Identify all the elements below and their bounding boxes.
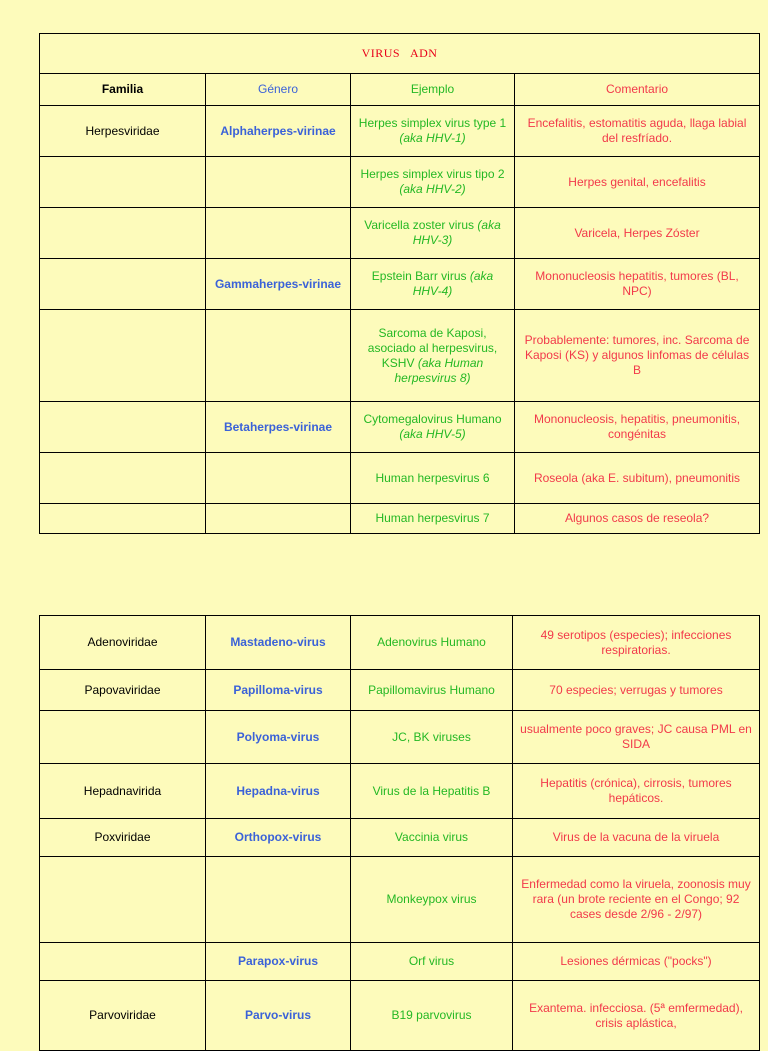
ejemplo-aka: (aka HHV-3) <box>412 218 501 247</box>
table-row <box>40 616 760 670</box>
familia-cell: Adenoviridae <box>40 616 206 670</box>
familia-cell <box>40 711 206 764</box>
header-familia: Familia <box>40 74 206 106</box>
table-row <box>40 981 760 1051</box>
table-row <box>40 310 760 402</box>
comentario-cell: Herpes genital, encefalitis <box>515 157 760 208</box>
ejemplo-aka: (aka HHV-2) <box>399 182 466 196</box>
table-row <box>40 259 760 310</box>
comentario-cell: Algunos casos de reseola? <box>515 504 760 534</box>
familia-cell: Poxviridae <box>40 819 206 857</box>
ejemplo-cell: Orf virus <box>351 943 513 981</box>
table-row <box>40 670 760 711</box>
comentario-cell: Mononucleosis hepatitis, tumores (BL, NPC) <box>515 259 760 310</box>
header-comentario: Comentario <box>515 74 760 106</box>
ejemplo-cell: Vaccinia virus <box>351 819 513 857</box>
comentario-cell: usualmente poco graves; JC causa PML en SIDA <box>513 711 760 764</box>
ejemplo-cell <box>351 106 515 157</box>
table-row <box>40 106 760 157</box>
genero-cell: Alphaherpes-virinae <box>206 106 351 157</box>
comentario-cell: Hepatitis (crónica), cirrosis, tumores hepáticos. <box>513 764 760 819</box>
ejemplo-aka: (aka HHV-5) <box>399 427 466 441</box>
comentario-cell: Roseola (aka E. subitum), pneumonitis <box>515 453 760 504</box>
table-row <box>40 857 760 943</box>
genero-cell: Parapox-virus <box>206 943 351 981</box>
familia-cell <box>40 453 206 504</box>
familia-cell: Hepadnavirida <box>40 764 206 819</box>
genero-cell <box>206 310 351 402</box>
genero-cell: Polyoma-virus <box>206 711 351 764</box>
ejemplo-text: Human herpesvirus 7 <box>375 511 490 525</box>
familia-cell <box>40 504 206 534</box>
ejemplo-text: Human herpesvirus 6 <box>375 470 490 485</box>
ejemplo-cell <box>351 208 515 259</box>
table-row <box>40 943 760 981</box>
ejemplo-cell <box>351 504 515 534</box>
comentario-cell: Encefalitis, estomatitis aguda, llaga labial del resfríado. <box>515 106 760 157</box>
ejemplo-cell: Monkeypox virus <box>351 857 513 943</box>
comentario-cell: Lesiones dérmicas ("pocks") <box>513 943 760 981</box>
ejemplo-cell: JC, BK viruses <box>351 711 513 764</box>
comentario-cell: 70 especies; verrugas y tumores <box>513 670 760 711</box>
familia-cell <box>40 402 206 453</box>
genero-cell <box>206 157 351 208</box>
familia-cell <box>40 310 206 402</box>
ejemplo-aka: (aka HHV-1) <box>399 131 466 145</box>
herpesviridae-table <box>39 33 760 534</box>
genero-cell <box>206 504 351 534</box>
ejemplo-cell <box>351 402 515 453</box>
ejemplo-text: Sarcoma de Kaposi, asociado al herpesvirus, KSHV <box>367 325 498 370</box>
comentario-cell: Enfermedad como la viruela, zoonosis muy rara (un brote reciente en el Congo; 92 cases desde 2/96 - 2/97) <box>513 857 760 943</box>
genero-cell: Gammaherpes-virinae <box>206 259 351 310</box>
ejemplo-text: Cytomegalovirus Humano <box>363 412 502 426</box>
table-row <box>40 504 760 534</box>
table-row <box>40 764 760 819</box>
genero-cell: Betaherpes-virinae <box>206 402 351 453</box>
ejemplo-aka: (aka HHV-4) <box>412 269 494 298</box>
ejemplo-cell: Papillomavirus Humano <box>351 670 513 711</box>
table-row <box>40 711 760 764</box>
header-ejemplo: Ejemplo <box>351 74 515 106</box>
ejemplo-cell <box>351 310 515 402</box>
ejemplo-text: Herpes simplex virus type 1 <box>358 116 507 130</box>
familia-cell: Herpesviridae <box>40 106 206 157</box>
ejemplo-cell: Virus de la Hepatitis B <box>351 764 513 819</box>
title-row <box>40 34 760 74</box>
familia-cell <box>40 208 206 259</box>
ejemplo-aka: (aka Human herpesvirus 8) <box>394 355 484 385</box>
table-row <box>40 453 760 504</box>
genero-cell <box>206 857 351 943</box>
table-row <box>40 819 760 857</box>
table-row <box>40 208 760 259</box>
comentario-cell: Exantema. infecciosa. (5ª emfermedad), crisis aplástica, <box>513 981 760 1051</box>
header-row <box>40 74 760 106</box>
ejemplo-cell: Adenovirus Humano <box>351 616 513 670</box>
other-dna-viruses-table <box>39 615 760 1051</box>
ejemplo-text: Varicella zoster virus <box>364 218 475 232</box>
familia-cell <box>40 943 206 981</box>
comentario-cell: Mononucleosis, hepatitis, pneumonitis, congénitas <box>515 402 760 453</box>
table-row <box>40 157 760 208</box>
familia-cell: Papovaviridae <box>40 670 206 711</box>
comentario-cell: Varicela, Herpes Zóster <box>515 208 760 259</box>
genero-cell: Orthopox-virus <box>206 819 351 857</box>
familia-cell <box>40 857 206 943</box>
header-genero: Género <box>206 74 351 106</box>
page-title: VIRUS ADN <box>40 34 760 74</box>
genero-cell: Mastadeno-virus <box>206 616 351 670</box>
genero-cell: Hepadna-virus <box>206 764 351 819</box>
genero-cell: Parvo-virus <box>206 981 351 1051</box>
genero-cell <box>206 208 351 259</box>
ejemplo-text: Herpes simplex virus tipo 2 <box>360 167 505 181</box>
ejemplo-cell <box>351 259 515 310</box>
ejemplo-text: Epstein Barr virus <box>371 269 467 283</box>
genero-cell <box>206 453 351 504</box>
comentario-cell: Probablemente: tumores, inc. Sarcoma de Kaposi (KS) y algunos linfomas de células B <box>515 310 760 402</box>
ejemplo-cell: B19 parvovirus <box>351 981 513 1051</box>
familia-cell <box>40 259 206 310</box>
genero-cell: Papilloma-virus <box>206 670 351 711</box>
comentario-cell: Virus de la vacuna de la viruela <box>513 819 760 857</box>
ejemplo-cell <box>351 453 515 504</box>
table-row <box>40 402 760 453</box>
comentario-cell: 49 serotipos (especies); infecciones respiratorias. <box>513 616 760 670</box>
familia-cell: Parvoviridae <box>40 981 206 1051</box>
familia-cell <box>40 157 206 208</box>
ejemplo-cell <box>351 157 515 208</box>
